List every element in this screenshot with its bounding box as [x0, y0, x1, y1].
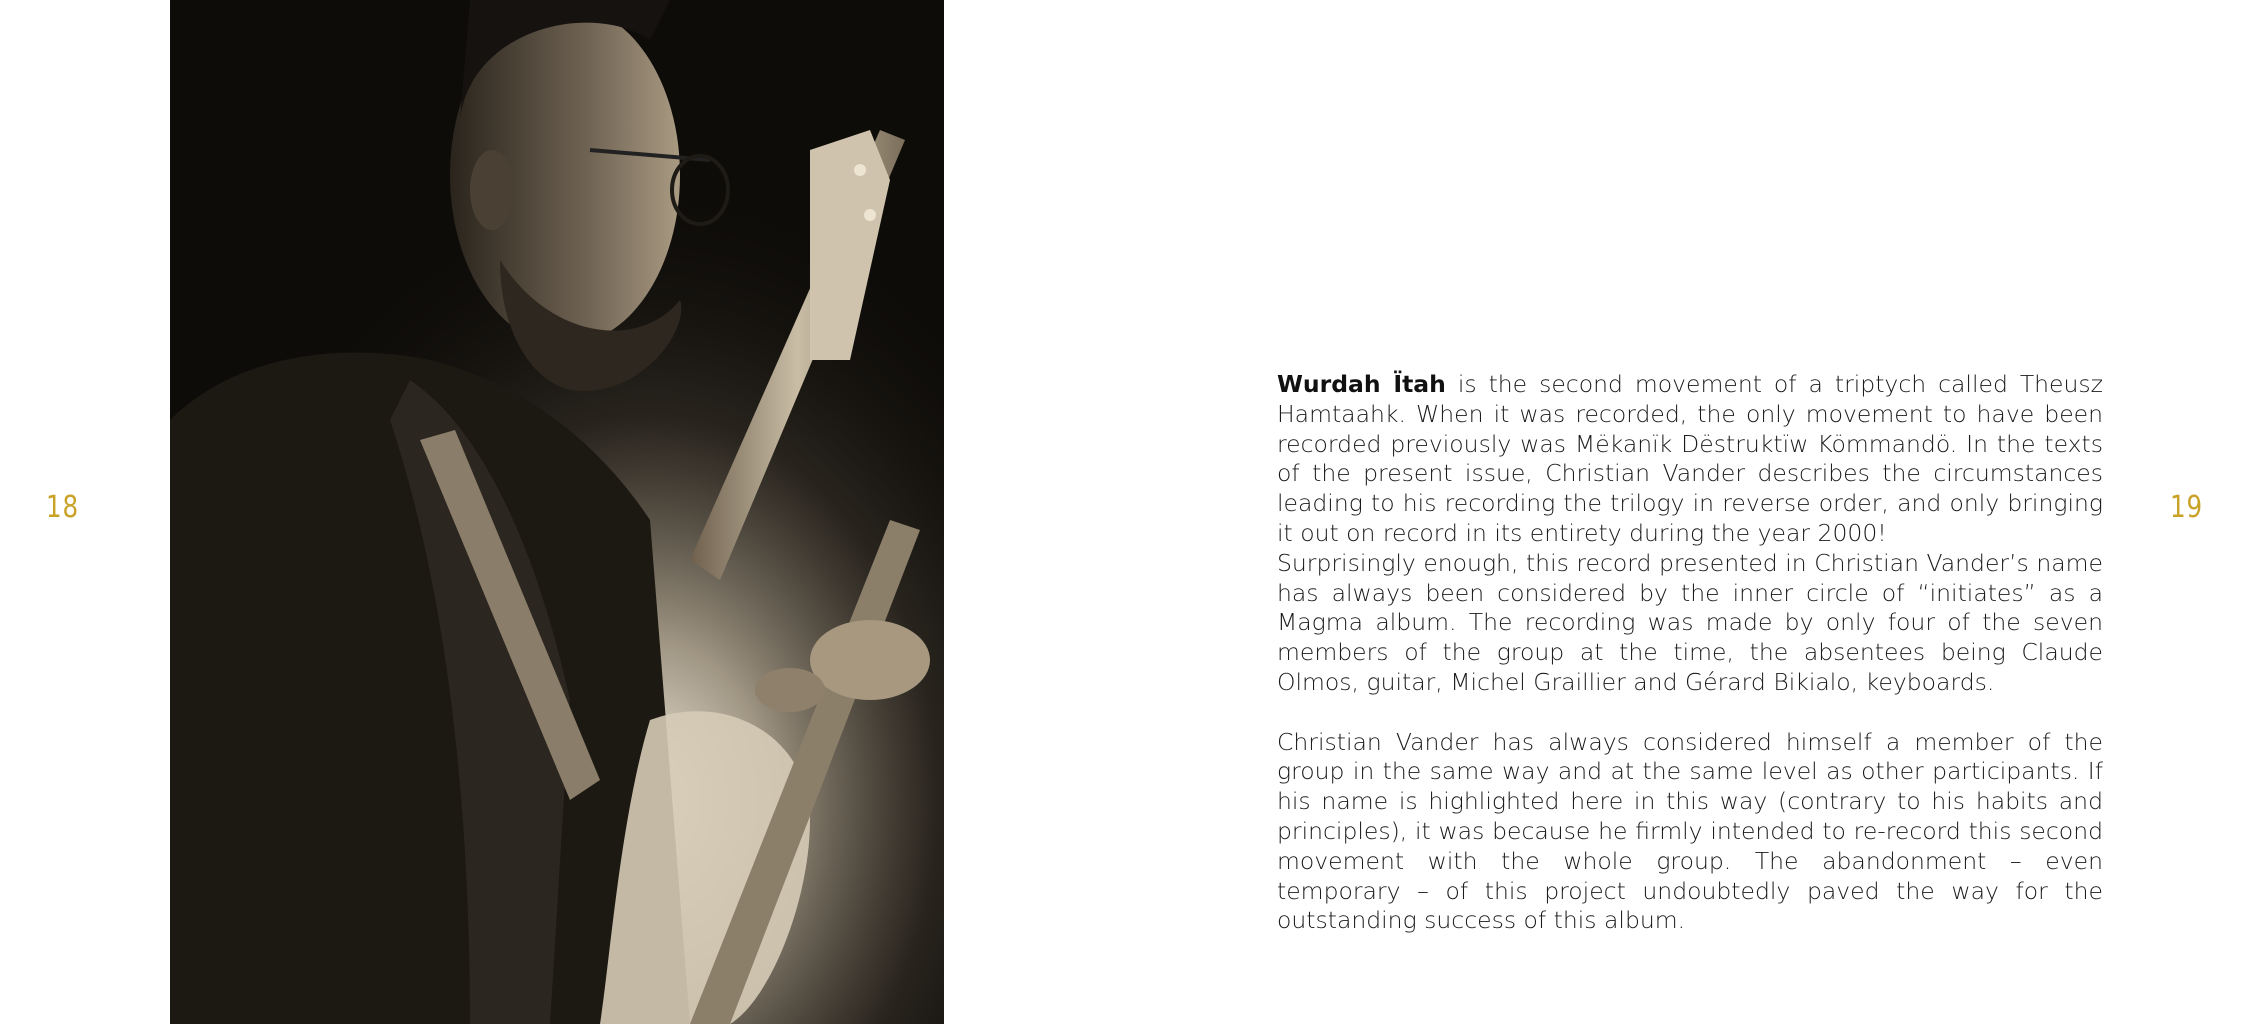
paragraph-1: [1277, 370, 2103, 549]
page-number-right: 19: [2170, 490, 2203, 525]
article-text: [1277, 370, 2103, 936]
album-title: Wurdah Ïtah: [1277, 370, 1446, 398]
paragraph-2: Surprisingly enough, this record presented in Christian Vander’s name has always been considered by the inner circle of “initiates” as a Magma album. The recording was made by only four of the seven members of the group at the time, the absentees being Claude Olmos, guitar, Michel Graillier and Gérard Bikialo, keyboards.: [1277, 548, 2103, 696]
paragraph-3: Christian Vander has always considered himself a member of the group in the same way and at the same level as other participants. If his name is highlighted here in this way (contrary to his habits and principles), it was because he firmly intended to re-record this second movement with the whole group. The abandonment – even temporary – of this project undoubtedly paved the way for the outstanding success of this album.: [1277, 727, 2103, 935]
paragraph-1-text: is the second movement of a triptych called Theusz Hamtaahk. When it was recorded, the only movement to have been recorded previously was Mëkanïk Dëstruktïw Kömmandö. In the texts of the present issue, Christian Vander describes the circumstances leading to his recording the trilogy in reverse order, and only bringing it out on record in its entirety during the year 2000!: [1277, 370, 2103, 547]
page-number-left: 18: [46, 490, 79, 525]
bass-player-photo: [170, 0, 944, 1024]
